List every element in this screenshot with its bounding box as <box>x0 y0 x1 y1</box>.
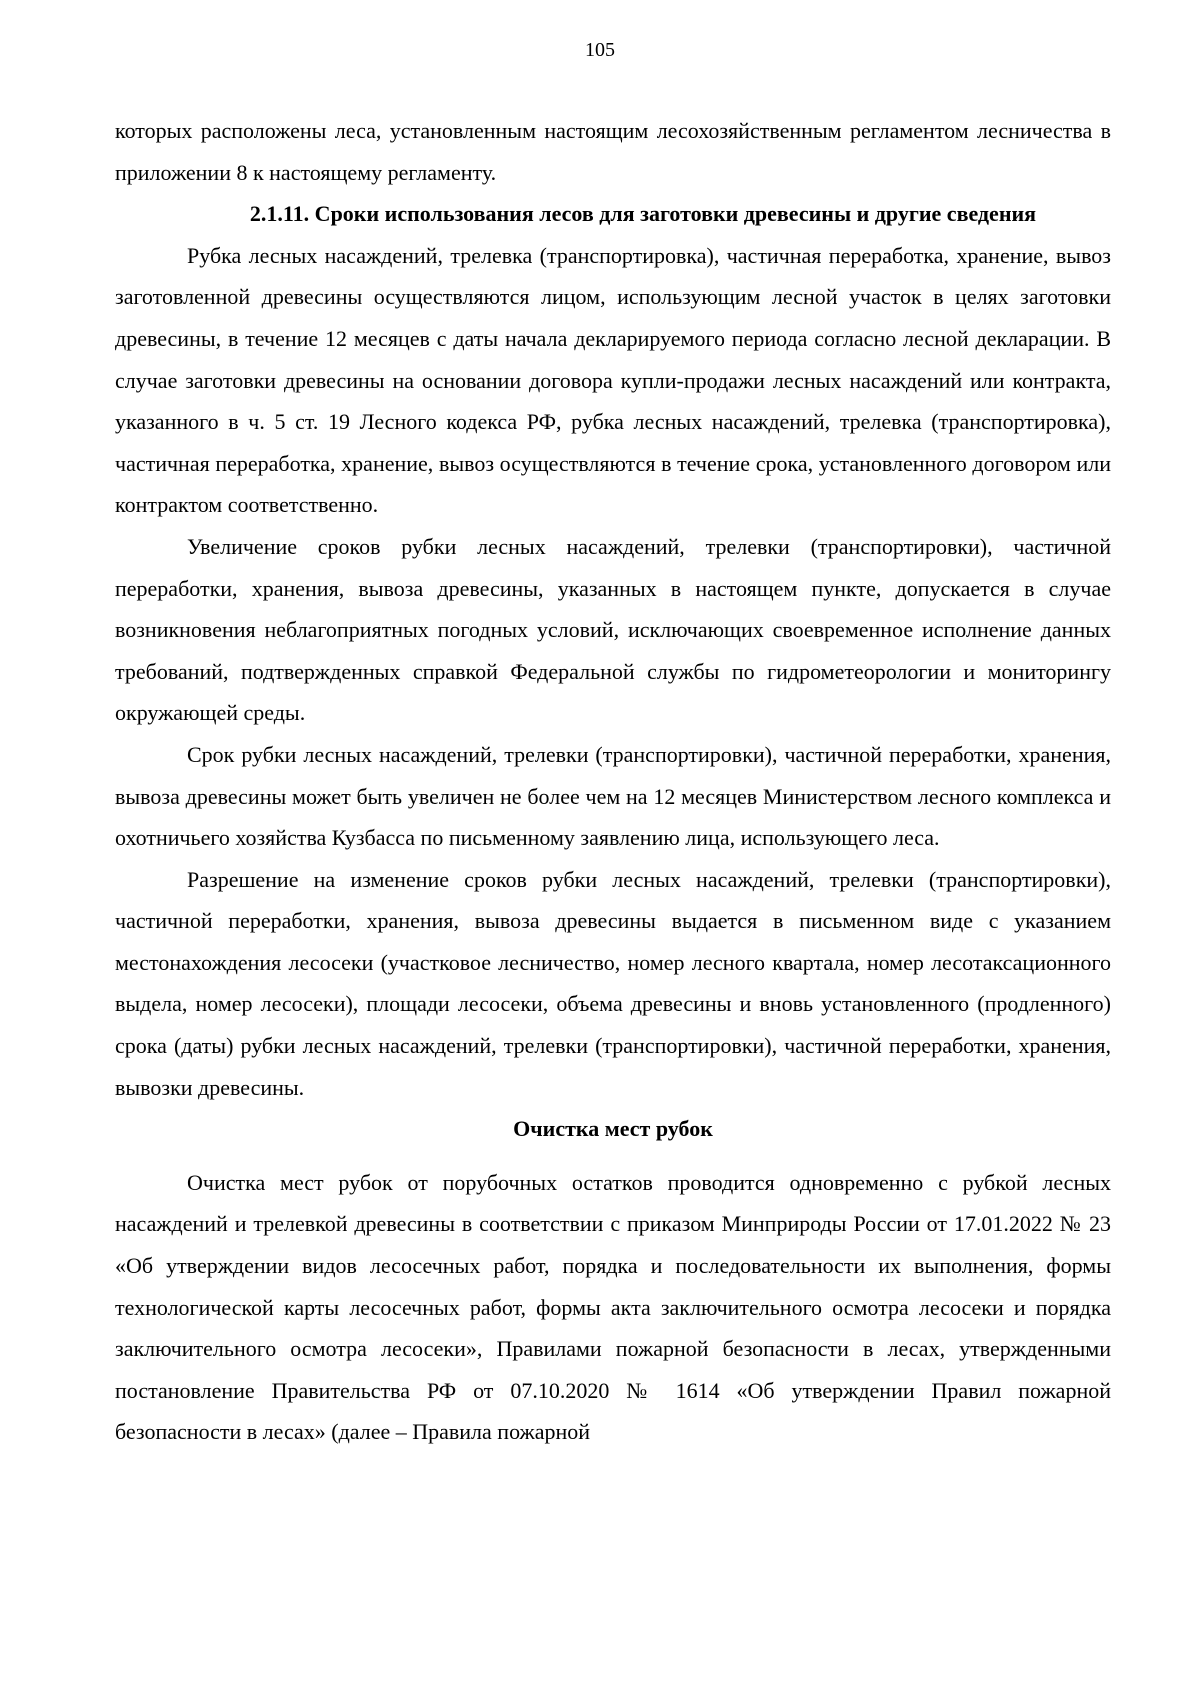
paragraph-term-extension-conditions: Увеличение сроков рубки лесных насаждений, трелевки (транспортировки), частичной переработки, хранения, вывоза древесины, указанных в настоящем пункте, допускается в случае возникновения неблагоприятных погодных условий, исключающих своевременное исполнение данных требований, подтвержденных справкой Федеральной службы по гидрометеорологии и мониторингу окружающей среды. <box>115 533 1111 726</box>
page-number: 105 <box>585 39 615 61</box>
page-content <box>115 110 1111 1453</box>
section-heading: 2.1.11. Сроки использования лесов для заготовки древесины и другие сведения <box>249 201 1037 227</box>
paragraph-harvest-terms: Рубка лесных насаждений, трелевка (транспортировка), частичная переработка, хранение, вывоз заготовленной древесины осуществляются лицом, использующим лесной участок в целях заготовки древесины, в течение 12 месяцев с даты начала декларируемого периода согласно лесной декларации. В случае заготовки древесины на основании договора купли-продажи лесных насаждений или контракта, указанного в ч. 5 ст. 19 Лесного кодекса РФ, рубка лесных насаждений, трелевка (транспортировка), частичная переработка, хранение, вывоз осуществляются в течение срока, установленного договором или контрактом соответственно. <box>115 242 1111 518</box>
paragraph-continuation: которых расположены леса, установленным настоящим лесохозяйственным регламентом лесничества в приложении 8 к настоящему регламенту. <box>115 118 1111 185</box>
paragraph-term-extension-limit: Срок рубки лесных насаждений, трелевки (транспортировки), частичной переработки, хранения, вывоза древесины может быть увеличен не более чем на 12 месяцев Министерством лесного комплекса и охотничьего хозяйства Кузбасса по письменному заявлению лица, использующего леса. <box>115 741 1111 851</box>
paragraph-cleanup: Очистка мест рубок от порубочных остатков проводится одновременно с рубкой лесных насаждений и трелевкой древесины в соответствии с приказом Минприроды России от 17.01.2022 № 23 «Об утверждении видов лесосечных работ, порядка и последовательности их выполнения, формы технологической карты лесосечных работ, формы акта заключительного осмотра лесосеки и порядка заключительного осмотра лесосеки», Правилами пожарной безопасности в лесах, утвержденными постановление Правительства РФ от 07.10.2020 № 1614 «Об утверждении Правил пожарной безопасности в лесах» (далее – Правила пожарной <box>115 1169 1111 1445</box>
subheading-cleanup: Очистка мест рубок <box>513 1116 713 1142</box>
paragraph-extension-permit: Разрешение на изменение сроков рубки лесных насаждений, трелевки (транспортировки), частичной переработки, хранения, вывоза древесины выдается в письменном виде с указанием местонахождения лесосеки (участковое лесничество, номер лесного квартала, номер лесотаксационного выдела, номер лесосеки), площади лесосеки, объема древесины и вновь установленного (продленного) срока (даты) рубки лесных насаждений, трелевки (транспортировки), частичной переработки, хранения, вывозки древесины. <box>115 866 1111 1100</box>
